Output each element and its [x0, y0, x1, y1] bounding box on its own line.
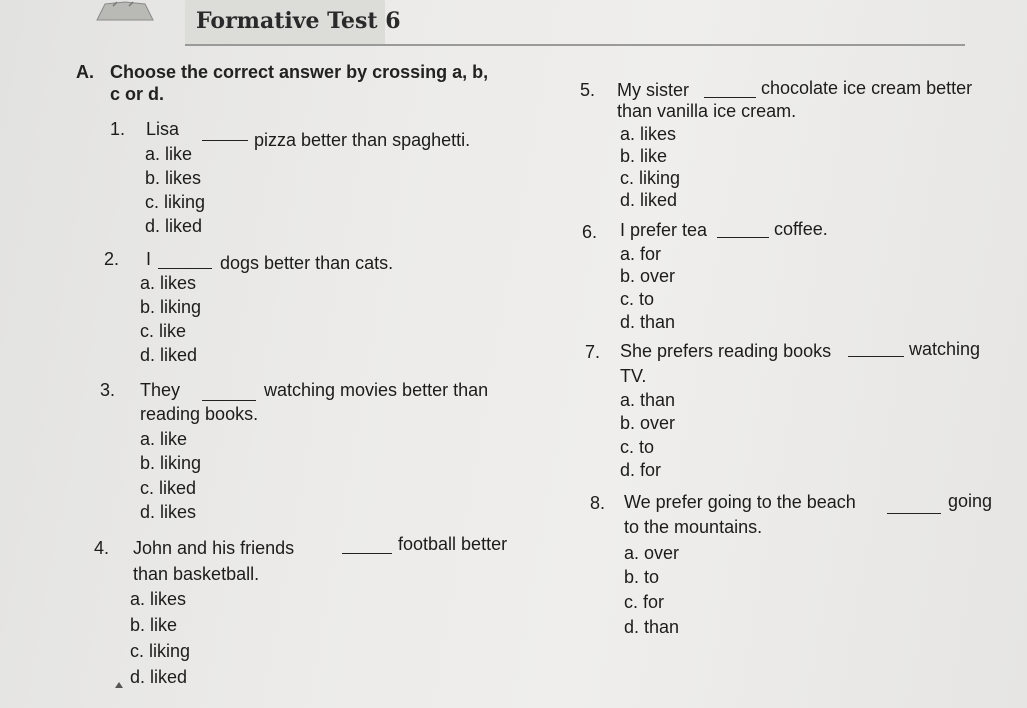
option-c[interactable]: c. liking: [130, 641, 191, 661]
option-d[interactable]: d. liked: [145, 216, 203, 236]
question-text-before: Lisa: [146, 119, 180, 139]
question-text-before: We prefer going to the beach: [624, 492, 856, 512]
option-b[interactable]: b. over: [620, 413, 676, 433]
answer-blank: [887, 513, 941, 514]
question-number: 1.: [110, 119, 126, 139]
instruction-line-2: c or d.: [110, 84, 165, 104]
question-text-before: My sister: [617, 80, 689, 100]
question-number: 7.: [585, 342, 601, 362]
question-text-continuation: than basketball.: [133, 564, 260, 584]
option-a[interactable]: a. than: [620, 390, 676, 410]
question-text-after: going: [948, 491, 993, 511]
option-c[interactable]: c. to: [620, 437, 655, 457]
answer-blank: [158, 268, 212, 269]
pen-mark: [115, 682, 123, 688]
option-c[interactable]: c. liking: [145, 192, 206, 212]
question-text-continuation: to the mountains.: [624, 517, 763, 537]
option-b[interactable]: b. over: [620, 266, 676, 286]
option-a[interactable]: a. likes: [140, 273, 197, 293]
question-text-after: pizza better than spaghetti.: [254, 130, 471, 150]
question-number: 3.: [100, 380, 116, 400]
option-b[interactable]: b. like: [130, 615, 178, 635]
option-d[interactable]: d. likes: [140, 502, 197, 522]
option-a[interactable]: a. like: [145, 144, 193, 164]
question-text-before: John and his friends: [133, 538, 295, 558]
option-a[interactable]: a. likes: [620, 124, 677, 144]
question-text-before: I prefer tea: [620, 220, 708, 240]
option-c[interactable]: c. liked: [140, 478, 197, 498]
option-a[interactable]: a. like: [140, 429, 188, 449]
question-text-before: She prefers reading books: [620, 341, 832, 361]
answer-blank: [848, 356, 904, 357]
question-text-continuation: TV.: [620, 366, 647, 386]
option-b[interactable]: b. likes: [145, 168, 202, 188]
question-number: 8.: [590, 493, 606, 513]
question-text-before: I: [146, 249, 152, 269]
question-text-after: coffee.: [774, 219, 828, 239]
question-text-before: They: [140, 380, 181, 400]
question-text-continuation: than vanilla ice cream.: [617, 101, 797, 121]
question-text-after: dogs better than cats.: [220, 253, 394, 273]
option-d[interactable]: d. than: [624, 617, 680, 637]
option-d[interactable]: d. liked: [130, 667, 188, 687]
question-text-after: football better: [398, 534, 508, 554]
question-number: 6.: [582, 222, 598, 242]
question-number: 4.: [94, 538, 110, 558]
option-a[interactable]: a. likes: [130, 589, 187, 609]
option-c[interactable]: c. for: [624, 592, 665, 612]
page-title: Formative Test 6: [196, 8, 401, 34]
question-number: 2.: [104, 249, 120, 269]
header-decoration-icon: [95, 0, 155, 22]
answer-blank: [717, 237, 769, 238]
option-b[interactable]: b. to: [624, 567, 660, 587]
answer-blank: [342, 553, 392, 554]
option-b[interactable]: b. liking: [140, 453, 202, 473]
question-number: 5.: [580, 80, 596, 100]
option-d[interactable]: d. liked: [620, 190, 678, 210]
answer-blank: [202, 140, 248, 141]
option-d[interactable]: d. for: [620, 460, 662, 480]
question-text-after: watching movies better than: [264, 380, 489, 400]
answer-blank: [704, 97, 756, 98]
option-c[interactable]: c. like: [140, 321, 187, 341]
section-letter: A.: [76, 62, 94, 82]
question-text-after: chocolate ice cream better: [761, 78, 973, 98]
question-text-after: watching: [909, 339, 981, 359]
answer-blank: [202, 400, 256, 401]
instruction-line-1: Choose the correct answer by crossing a, b,: [110, 62, 489, 82]
option-c[interactable]: c. liking: [620, 168, 681, 188]
option-c[interactable]: c. to: [620, 289, 655, 309]
option-d[interactable]: d. than: [620, 312, 676, 332]
header-divider: [185, 44, 965, 46]
option-b[interactable]: b. liking: [140, 297, 202, 317]
option-a[interactable]: a. over: [624, 543, 680, 563]
option-b[interactable]: b. like: [620, 146, 668, 166]
option-a[interactable]: a. for: [620, 244, 662, 264]
option-d[interactable]: d. liked: [140, 345, 198, 365]
question-text-continuation: reading books.: [140, 404, 259, 424]
